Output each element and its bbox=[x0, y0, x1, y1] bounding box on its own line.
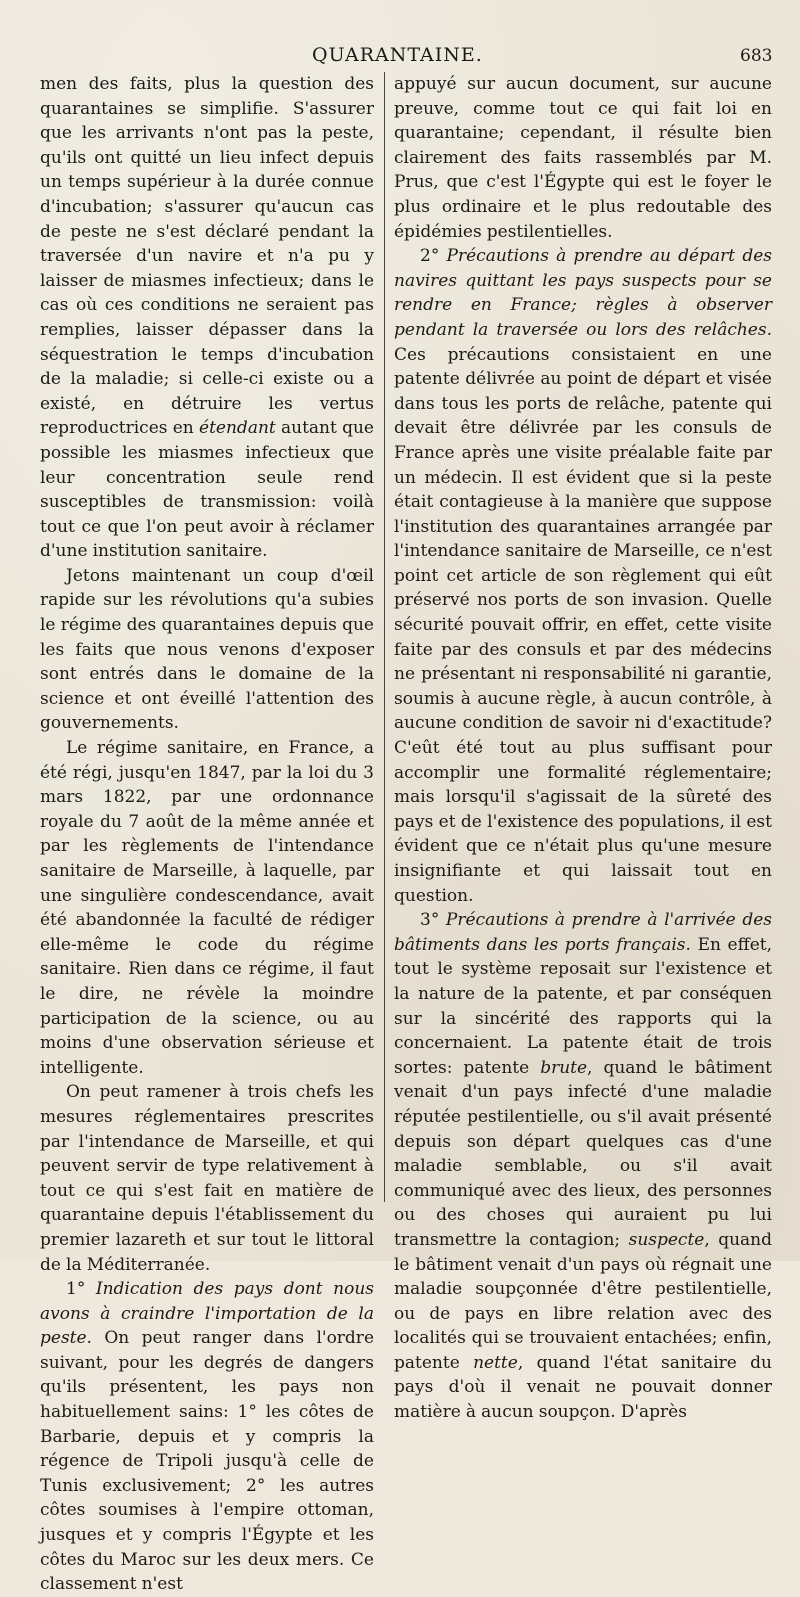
right-column bbox=[394, 72, 772, 1425]
right-p3-term-nette: nette bbox=[473, 1352, 518, 1373]
left-column bbox=[40, 72, 374, 1597]
left-paragraph-2: Jetons maintenant un coup d'œil rapide sur les révolutions qu'a subies le régime des quarantaines depuis que les faits que nous venons d'exposer sont entrés dans le domaine de la science et ont éveillé l'attention des gouvernements. bbox=[40, 565, 374, 734]
left-paragraph-3: Le régime sanitaire, en France, a été régi, jusqu'en 1847, par la loi du 3 mars 1822, par une ordonnance royale du 7 août de la même année et par les règlements de l'intendance sanitaire de Marseille, à laquelle, par une singulière condescendance, avait été abandonnée la faculté de rédiger elle-même le code du régime sanitaire. Rien dans ce régime, il faut le dire, ne révèle la moindre participation de la science, ou au moins d'une observation sérieuse et intelligente. bbox=[40, 738, 374, 1078]
right-p2-number: 2° bbox=[420, 246, 447, 267]
left-p1-text: men des faits, plus la question des quarantaines se simplifie. S'assurer que les arrivants n'ont pas la peste, qu'ils ont quitté un lieu infect depuis un temps supérieur à la durée connue d'incubation; s'assurer qu'aucun cas de peste ne s'est déclaré pendant la traversée d'un navire et n'a pu y laisser de miasmes infectieux; dans le cas où ces conditions ne seraient pas remplies, laisser dépasser dans la séquestration le temps d'incubation de la maladie; si celle-ci existe ou a existé, en détruire les vertus reproductrices en bbox=[40, 74, 374, 439]
right-p3-text-c: , quand le bâtiment venait d'un pays où régnait une maladie soupçonnée d'être pestilentielle, ou de pays en libre relation avec des localités qui se trouvaient entachées; enfin, patente bbox=[394, 1229, 772, 1373]
left-p5-heading: Indication des pays dont nous avons à craindre l'importation de la peste. bbox=[40, 1279, 375, 1349]
right-paragraph-3 bbox=[394, 908, 772, 1424]
running-title: QUARANTAINE. bbox=[312, 44, 483, 66]
page-number: 683 bbox=[740, 46, 773, 66]
left-p1-italic: étendant bbox=[199, 418, 276, 439]
right-paragraph-1: appuyé sur aucun document, sur aucune preuve, comme tout ce qui fait loi en quarantaine; cependant, il résulte bien clairement des faits rassemblés par M. Prus, que c'est l'Égypte qui est le foyer le plus ordinaire et le plus redoutable des épidémies pestilentielles. bbox=[394, 74, 772, 242]
right-p3-text-d: , quand l'état sanitaire du pays d'où il venait ne pouvait donner matière à aucun soupçon. D'après bbox=[394, 1352, 772, 1423]
right-p2-text: Ces précautions consistaient en une patente délivrée au point de départ et visée dans tous les ports de relâche, patente qui devait être délivrée par les consuls de France après une visite préalable faite par un médecin. Il est évident que si la peste était contagieuse à la manière que suppose l'institution des quarantaines arrangée par l'intendance sanitaire de Marseille, ce n'est point cet article de son règlement qui eût préservé nos ports de son invasion. Quelle sécurité pouvait offrir, en effet, cette visite faite par des consuls et par des médecins ne présentant ni responsabilité ni garantie, soumis à aucune règle, à aucun contrôle, à aucune condition de savoir ni d'exactitude? C'eût été tout au plus suffisant pour accomplir une formalité réglementaire; mais lorsqu'il s'agissait de la sûreté des pays et de l'existence des populations, il est évident que ce n'était plus qu'une mesure insignifiante et qui laissait tout en question. bbox=[394, 344, 772, 906]
right-p3-text-b: , quand le bâtiment venait d'un pays infecté d'une maladie réputée pestilentielle, ou s'il avait présenté depuis son départ quelques cas d'une maladie semblable, ou s'il avait communiqué avec des lieux, des personnes ou des choses qui auraient pu lui transmettre la contagion; bbox=[394, 1057, 772, 1250]
right-p3-number: 3° bbox=[420, 910, 446, 931]
right-p2-heading: Précautions à prendre au départ des navires quittant les pays suspects pour se rendre en France; règles à observer pendant la traversée ou lors des relâches. bbox=[394, 246, 772, 340]
right-paragraph-2 bbox=[394, 244, 772, 908]
left-p1-end: autant que possible les miasmes infectieux que leur concentration seule rend susceptibles de transmission: voilà tout ce que l'on peut avoir à réclamer d'une institution sanitaire. bbox=[40, 418, 374, 562]
column-divider bbox=[384, 72, 385, 1202]
right-p3-text-a: En effet, tout le système reposait sur l'existence et la nature de la patente, et par conséquen sur la sincérité des rapports qui la concernaient. La patente était de trois sortes: patente bbox=[394, 934, 772, 1078]
right-p3-term-brute: brute bbox=[540, 1057, 588, 1078]
running-head bbox=[0, 44, 800, 68]
left-paragraph-5 bbox=[40, 1277, 374, 1597]
left-paragraph-1 bbox=[40, 72, 374, 564]
right-p3-term-suspecte: suspecte bbox=[628, 1229, 705, 1250]
left-p5-text: On peut ranger dans l'ordre suivant, pour les degrés de dangers qu'ils présentent, les pays non habituellement sains: 1° les côtes de Barbarie, depuis et y compris la régence de Tripoli jusqu'à celle de Tunis exclusivement; 2° les autres côtes soumises à l'empire ottoman, jusques et y compris l'Égypte et les côtes du Maroc sur les deux mers. Ce classement n'est bbox=[40, 1328, 374, 1595]
left-paragraph-4: On peut ramener à trois chefs les mesures réglementaires prescrites par l'intendance de Marseille, et qui peuvent servir de type relativement à tout ce qui s'est fait en matière de quarantaine depuis l'établissement du premier lazareth et sur tout le littoral de la Méditerranée. bbox=[40, 1082, 374, 1275]
left-p5-number: 1° bbox=[66, 1279, 96, 1300]
right-p3-heading: Précautions à prendre à l'arrivée des bâtiments dans les ports français. bbox=[394, 910, 772, 955]
